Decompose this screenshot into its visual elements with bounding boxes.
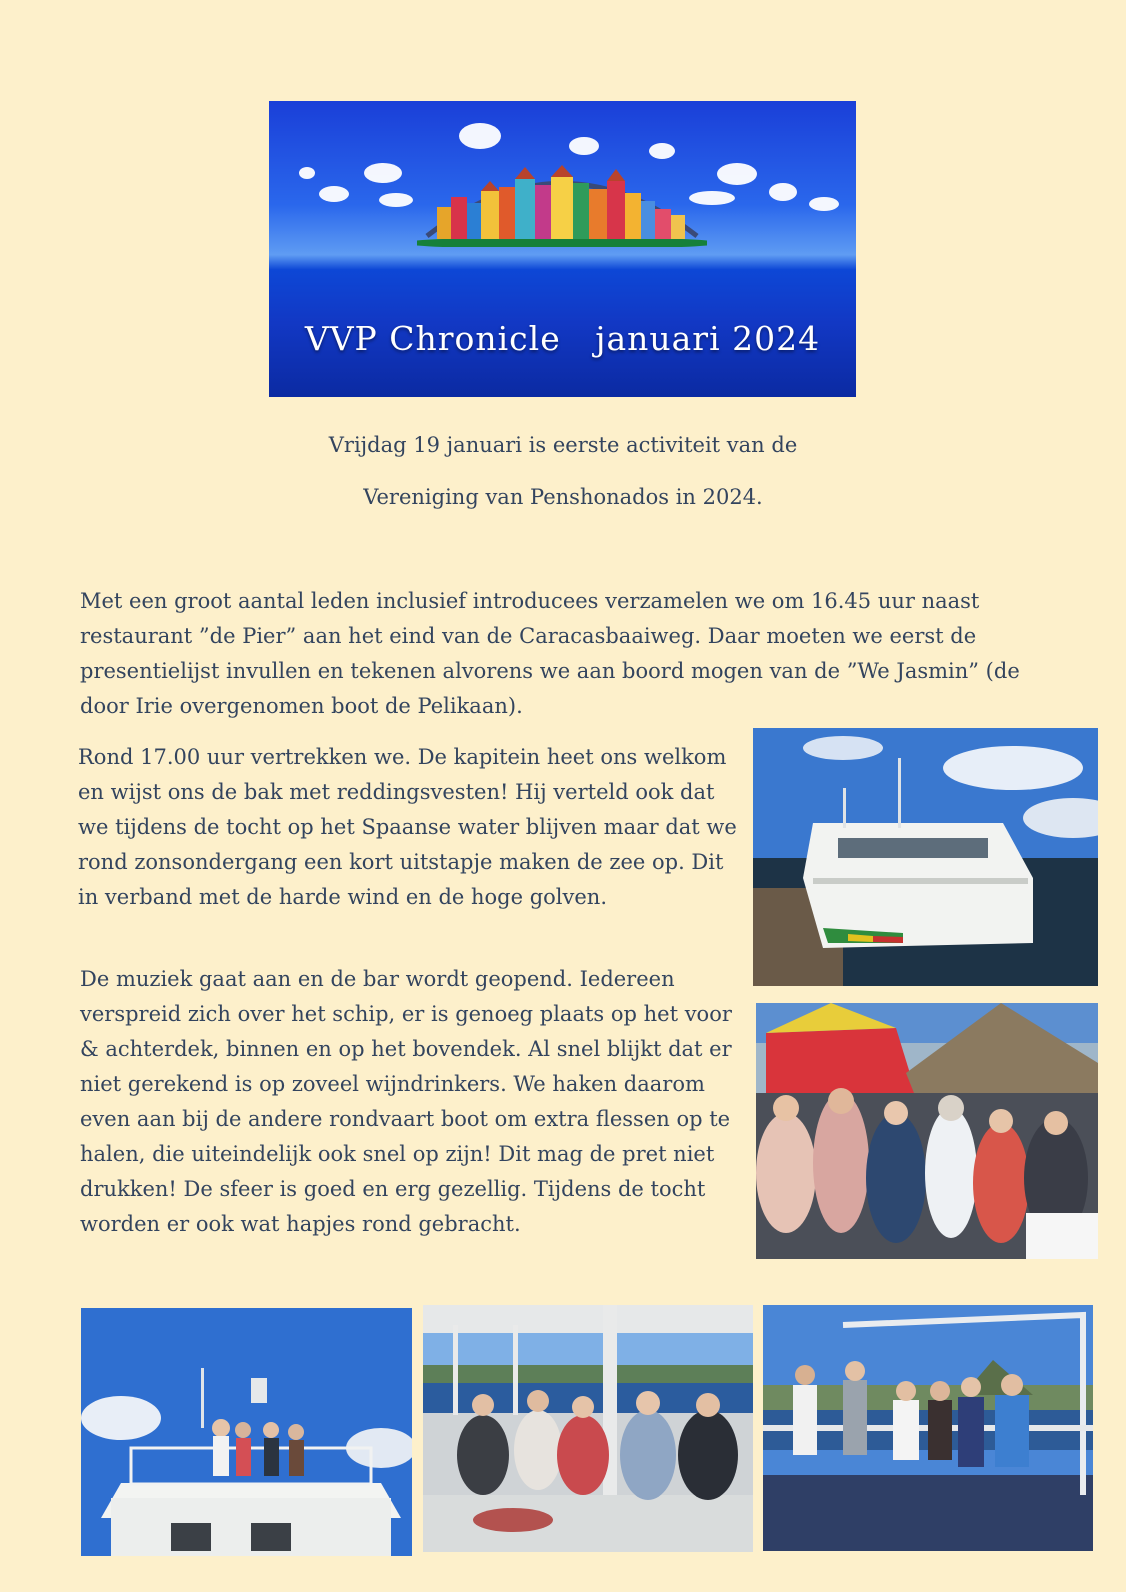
subheading-line-1: Vrijdag 19 januari is eerste activiteit van de (328, 433, 798, 457)
intro-paragraph: Met een groot aantal leden inclusief introducees verzamelen we om 16.45 uur naast restaurant ”de Pier” aan het eind van de Caracasbaaiweg. Daar moeten we eerst de presentielijst invullen en tekenen alvorens we aan boord mogen van de ”We Jasmin” (de door Irie overgenomen boot de Pelikaan). (80, 589, 1020, 718)
party-paragraph: De muziek gaat aan en de bar wordt geopend. Iedereen verspreid zich over het schip, er is genoeg plaats op het voor & achterdek, binnen en op het bovendek. Al snel blijkt dat er niet gerekend is op zoveel wijndrinkers. We haken daarom even aan bij de andere rondvaart boot om extra flessen op te halen, die uiteindelijk ook snel op zijn! Dit mag de pret niet drukken! De sfeer is goed en erg gezellig. Tijdens de tocht worden er ook wat hapjes rond gebracht. (80, 967, 732, 1236)
subheading-line-2: Vereniging van Penshonados in 2024. (363, 485, 763, 509)
boat-photo (753, 728, 1098, 986)
banner-title: VVP Chronicle januari 2024 (304, 319, 821, 358)
crowd-photo (756, 1003, 1098, 1259)
departure-paragraph: Rond 17.00 uur vertrekken we. De kapitein heet ons welkom en wijst ons de bak met reddingsvesten! Hij verteld ook dat we tijdens de tocht op het Spaanse water blijven maar dat we rond zonsondergang een kort uitstapje maken de zee op. Dit in verband met de harde wind en de hoge golven. (78, 745, 737, 909)
upper-deck-photo (81, 1308, 412, 1556)
header-banner (269, 101, 856, 397)
bow-photo (763, 1305, 1093, 1551)
willemstad-island-illustration (417, 161, 707, 247)
inside-deck-photo (423, 1305, 753, 1552)
